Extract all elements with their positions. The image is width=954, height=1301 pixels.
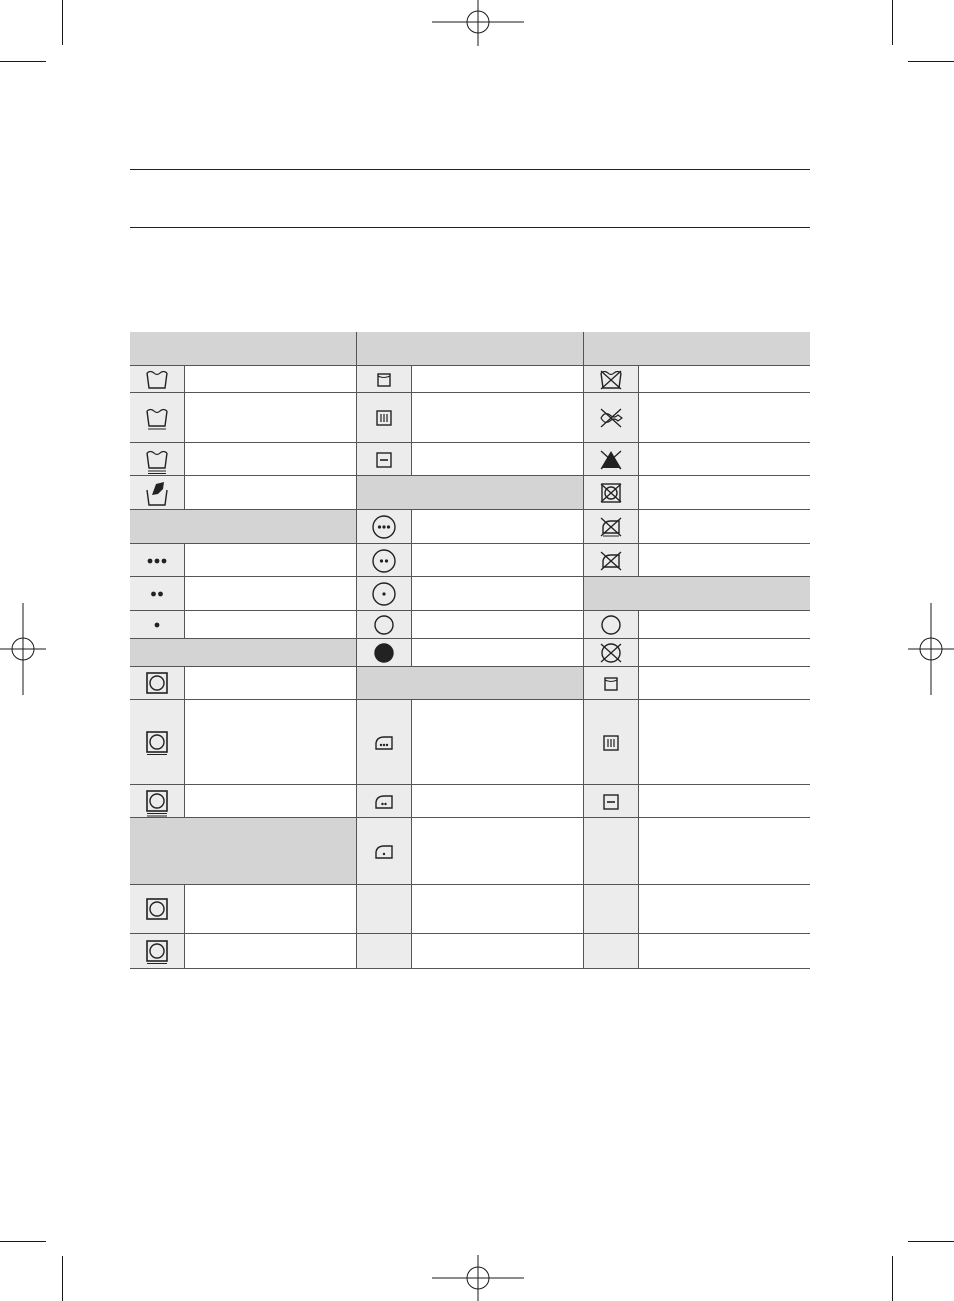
- icon-cell: [130, 611, 185, 639]
- row-divider: [357, 884, 583, 885]
- symbol-label: [639, 544, 810, 577]
- section-header: [357, 476, 583, 510]
- icon-cell: [357, 393, 412, 443]
- circle-one-dot-icon: [371, 581, 397, 607]
- title-bottom-rule: [130, 227, 810, 228]
- symbol-label: [639, 818, 810, 885]
- symbol-label: [185, 934, 356, 969]
- row-divider: [357, 784, 583, 785]
- dry-flat-icon: [371, 447, 397, 473]
- registration-mark-icon: [432, 1255, 524, 1301]
- symbol-label: [185, 785, 356, 818]
- do-not-wash-icon: [598, 367, 624, 393]
- icon-cell: [584, 639, 639, 667]
- section-header: [130, 818, 356, 885]
- symbol-label: [639, 639, 810, 667]
- icon-cell: [130, 885, 185, 934]
- icon-cell: [584, 934, 639, 969]
- row-divider: [584, 576, 810, 577]
- symbol-label: [639, 667, 810, 700]
- icon-cell: [584, 443, 639, 476]
- crop-mark: [908, 61, 954, 62]
- row-divider: [357, 638, 583, 639]
- row-divider: [357, 365, 583, 366]
- registration-mark-icon: [432, 0, 524, 46]
- row-divider: [130, 638, 356, 639]
- icon-cell: [357, 544, 412, 577]
- icon-cell: [130, 577, 185, 611]
- icon-cell: [357, 885, 412, 934]
- row-divider: [584, 968, 810, 969]
- row-divider: [130, 365, 356, 366]
- symbol-label: [412, 611, 583, 639]
- three-dots-icon: [144, 548, 170, 574]
- row-divider: [584, 392, 810, 393]
- row-divider: [584, 933, 810, 934]
- tumble-dry-icon: [144, 671, 170, 697]
- hand-wash-icon: [144, 480, 170, 506]
- do-not-iron-icon: [598, 548, 624, 574]
- circle-filled-icon: [371, 640, 397, 666]
- crop-mark: [0, 1241, 46, 1242]
- symbol-label: [639, 393, 810, 443]
- icon-cell: [584, 700, 639, 785]
- circle-empty-icon: [598, 612, 624, 638]
- symbol-label: [639, 885, 810, 934]
- tumble-dry-icon: [144, 897, 170, 923]
- row-divider: [130, 784, 356, 785]
- symbol-label: [639, 700, 810, 785]
- tumble-dry-gentle-icon: [144, 939, 170, 965]
- icon-cell: [584, 510, 639, 544]
- crop-mark: [0, 61, 46, 62]
- row-divider: [357, 576, 583, 577]
- iron-three-dots-icon: [371, 730, 397, 756]
- registration-mark-icon: [0, 603, 46, 695]
- row-divider: [357, 509, 583, 510]
- symbol-label: [412, 639, 583, 667]
- symbol-label: [639, 785, 810, 818]
- symbol-label: [412, 785, 583, 818]
- row-divider: [130, 666, 356, 667]
- row-divider: [584, 543, 810, 544]
- icon-cell: [357, 366, 412, 393]
- row-divider: [357, 475, 583, 476]
- row-divider: [584, 610, 810, 611]
- row-divider: [130, 933, 356, 934]
- tumble-dry-very-gentle-icon: [144, 789, 170, 815]
- icon-cell: [584, 785, 639, 818]
- line-dry-icon: [371, 367, 397, 393]
- icon-cell: [357, 934, 412, 969]
- wash-tub-icon: [144, 367, 170, 393]
- icon-cell: [357, 700, 412, 785]
- drip-dry-icon: [371, 405, 397, 431]
- row-divider: [130, 699, 356, 700]
- icon-cell: [584, 366, 639, 393]
- circle-empty-icon: [371, 612, 397, 638]
- icon-cell: [357, 639, 412, 667]
- one-dot-icon: [144, 612, 170, 638]
- icon-cell: [130, 667, 185, 700]
- symbol-label: [412, 510, 583, 544]
- icon-cell: [584, 667, 639, 700]
- row-divider: [584, 817, 810, 818]
- row-divider: [584, 884, 810, 885]
- symbol-label: [412, 544, 583, 577]
- page-title: [130, 178, 810, 218]
- row-divider: [357, 699, 583, 700]
- line-dry-icon: [598, 671, 624, 697]
- do-not-wring-icon: [598, 405, 624, 431]
- two-dots-icon: [144, 581, 170, 607]
- symbol-label: [185, 393, 356, 443]
- symbol-label: [185, 544, 356, 577]
- symbol-label: [412, 818, 583, 885]
- column-header: [357, 332, 583, 366]
- icon-cell: [130, 934, 185, 969]
- row-divider: [130, 884, 356, 885]
- row-divider: [130, 442, 356, 443]
- symbol-label: [639, 934, 810, 969]
- symbol-label: [185, 700, 356, 785]
- section-header: [584, 577, 810, 611]
- section-header: [130, 510, 356, 544]
- symbol-label: [639, 366, 810, 393]
- page-subtitle: [130, 290, 810, 320]
- symbol-label: [185, 443, 356, 476]
- row-divider: [130, 576, 356, 577]
- row-divider: [357, 442, 583, 443]
- column-divider: [583, 332, 584, 969]
- row-divider: [130, 610, 356, 611]
- row-divider: [584, 509, 810, 510]
- title-top-rule: [130, 169, 810, 170]
- row-divider: [130, 475, 356, 476]
- icon-cell: [357, 818, 412, 885]
- icon-cell: [130, 700, 185, 785]
- icon-cell: [584, 885, 639, 934]
- symbol-label: [185, 577, 356, 611]
- do-not-tumble-dry-icon: [598, 480, 624, 506]
- iron-one-dot-icon: [371, 839, 397, 865]
- icon-cell: [130, 476, 185, 510]
- symbol-label: [185, 611, 356, 639]
- icon-cell: [357, 785, 412, 818]
- row-divider: [130, 817, 356, 818]
- care-symbol-table: [130, 332, 810, 969]
- section-header: [357, 667, 583, 700]
- crop-mark: [892, 0, 893, 45]
- icon-cell: [357, 577, 412, 611]
- dry-flat-icon: [598, 789, 624, 815]
- crop-mark: [908, 1241, 954, 1242]
- row-divider: [130, 968, 356, 969]
- row-divider: [357, 817, 583, 818]
- icon-cell: [130, 785, 185, 818]
- row-divider: [357, 610, 583, 611]
- iron-two-dots-icon: [371, 789, 397, 815]
- symbol-label: [412, 577, 583, 611]
- row-divider: [584, 442, 810, 443]
- row-divider: [584, 666, 810, 667]
- icon-cell: [584, 611, 639, 639]
- symbol-label: [412, 393, 583, 443]
- symbol-label: [185, 885, 356, 934]
- row-divider: [357, 543, 583, 544]
- symbol-label: [185, 476, 356, 510]
- column-header: [584, 332, 810, 366]
- symbol-label: [412, 443, 583, 476]
- row-divider: [130, 509, 356, 510]
- row-divider: [357, 933, 583, 934]
- icon-cell: [130, 443, 185, 476]
- circle-three-dots-icon: [371, 514, 397, 540]
- symbol-label: [639, 476, 810, 510]
- icon-cell: [130, 366, 185, 393]
- crop-mark: [62, 0, 63, 45]
- row-divider: [357, 666, 583, 667]
- row-divider: [357, 392, 583, 393]
- column-header: [130, 332, 356, 366]
- section-header: [130, 639, 356, 667]
- symbol-label: [412, 700, 583, 785]
- symbol-label: [412, 885, 583, 934]
- symbol-label: [639, 510, 810, 544]
- crop-mark: [892, 1256, 893, 1301]
- row-divider: [130, 543, 356, 544]
- symbol-label: [185, 366, 356, 393]
- icon-cell: [584, 476, 639, 510]
- row-divider: [357, 968, 583, 969]
- circle-two-dots-icon: [371, 548, 397, 574]
- icon-cell: [584, 393, 639, 443]
- icon-cell: [584, 544, 639, 577]
- do-not-dry-clean-icon: [598, 640, 624, 666]
- icon-cell: [357, 510, 412, 544]
- do-not-bleach-icon: [598, 447, 624, 473]
- wash-tub-gentle-icon: [144, 405, 170, 431]
- symbol-label: [639, 443, 810, 476]
- symbol-label: [639, 611, 810, 639]
- symbol-label: [185, 667, 356, 700]
- row-divider: [584, 638, 810, 639]
- wash-tub-very-gentle-icon: [144, 447, 170, 473]
- row-divider: [584, 365, 810, 366]
- icon-cell: [130, 393, 185, 443]
- icon-cell: [130, 544, 185, 577]
- icon-cell: [357, 611, 412, 639]
- do-not-steam-iron-icon: [598, 514, 624, 540]
- tumble-dry-gentle-icon: [144, 730, 170, 756]
- symbol-label: [412, 366, 583, 393]
- row-divider: [584, 784, 810, 785]
- row-divider: [130, 392, 356, 393]
- crop-mark: [62, 1256, 63, 1301]
- column-divider: [356, 332, 357, 969]
- icon-cell: [357, 443, 412, 476]
- row-divider: [584, 475, 810, 476]
- icon-cell: [584, 818, 639, 885]
- row-divider: [584, 699, 810, 700]
- drip-dry-icon: [598, 730, 624, 756]
- symbol-label: [412, 934, 583, 969]
- registration-mark-icon: [908, 603, 954, 695]
